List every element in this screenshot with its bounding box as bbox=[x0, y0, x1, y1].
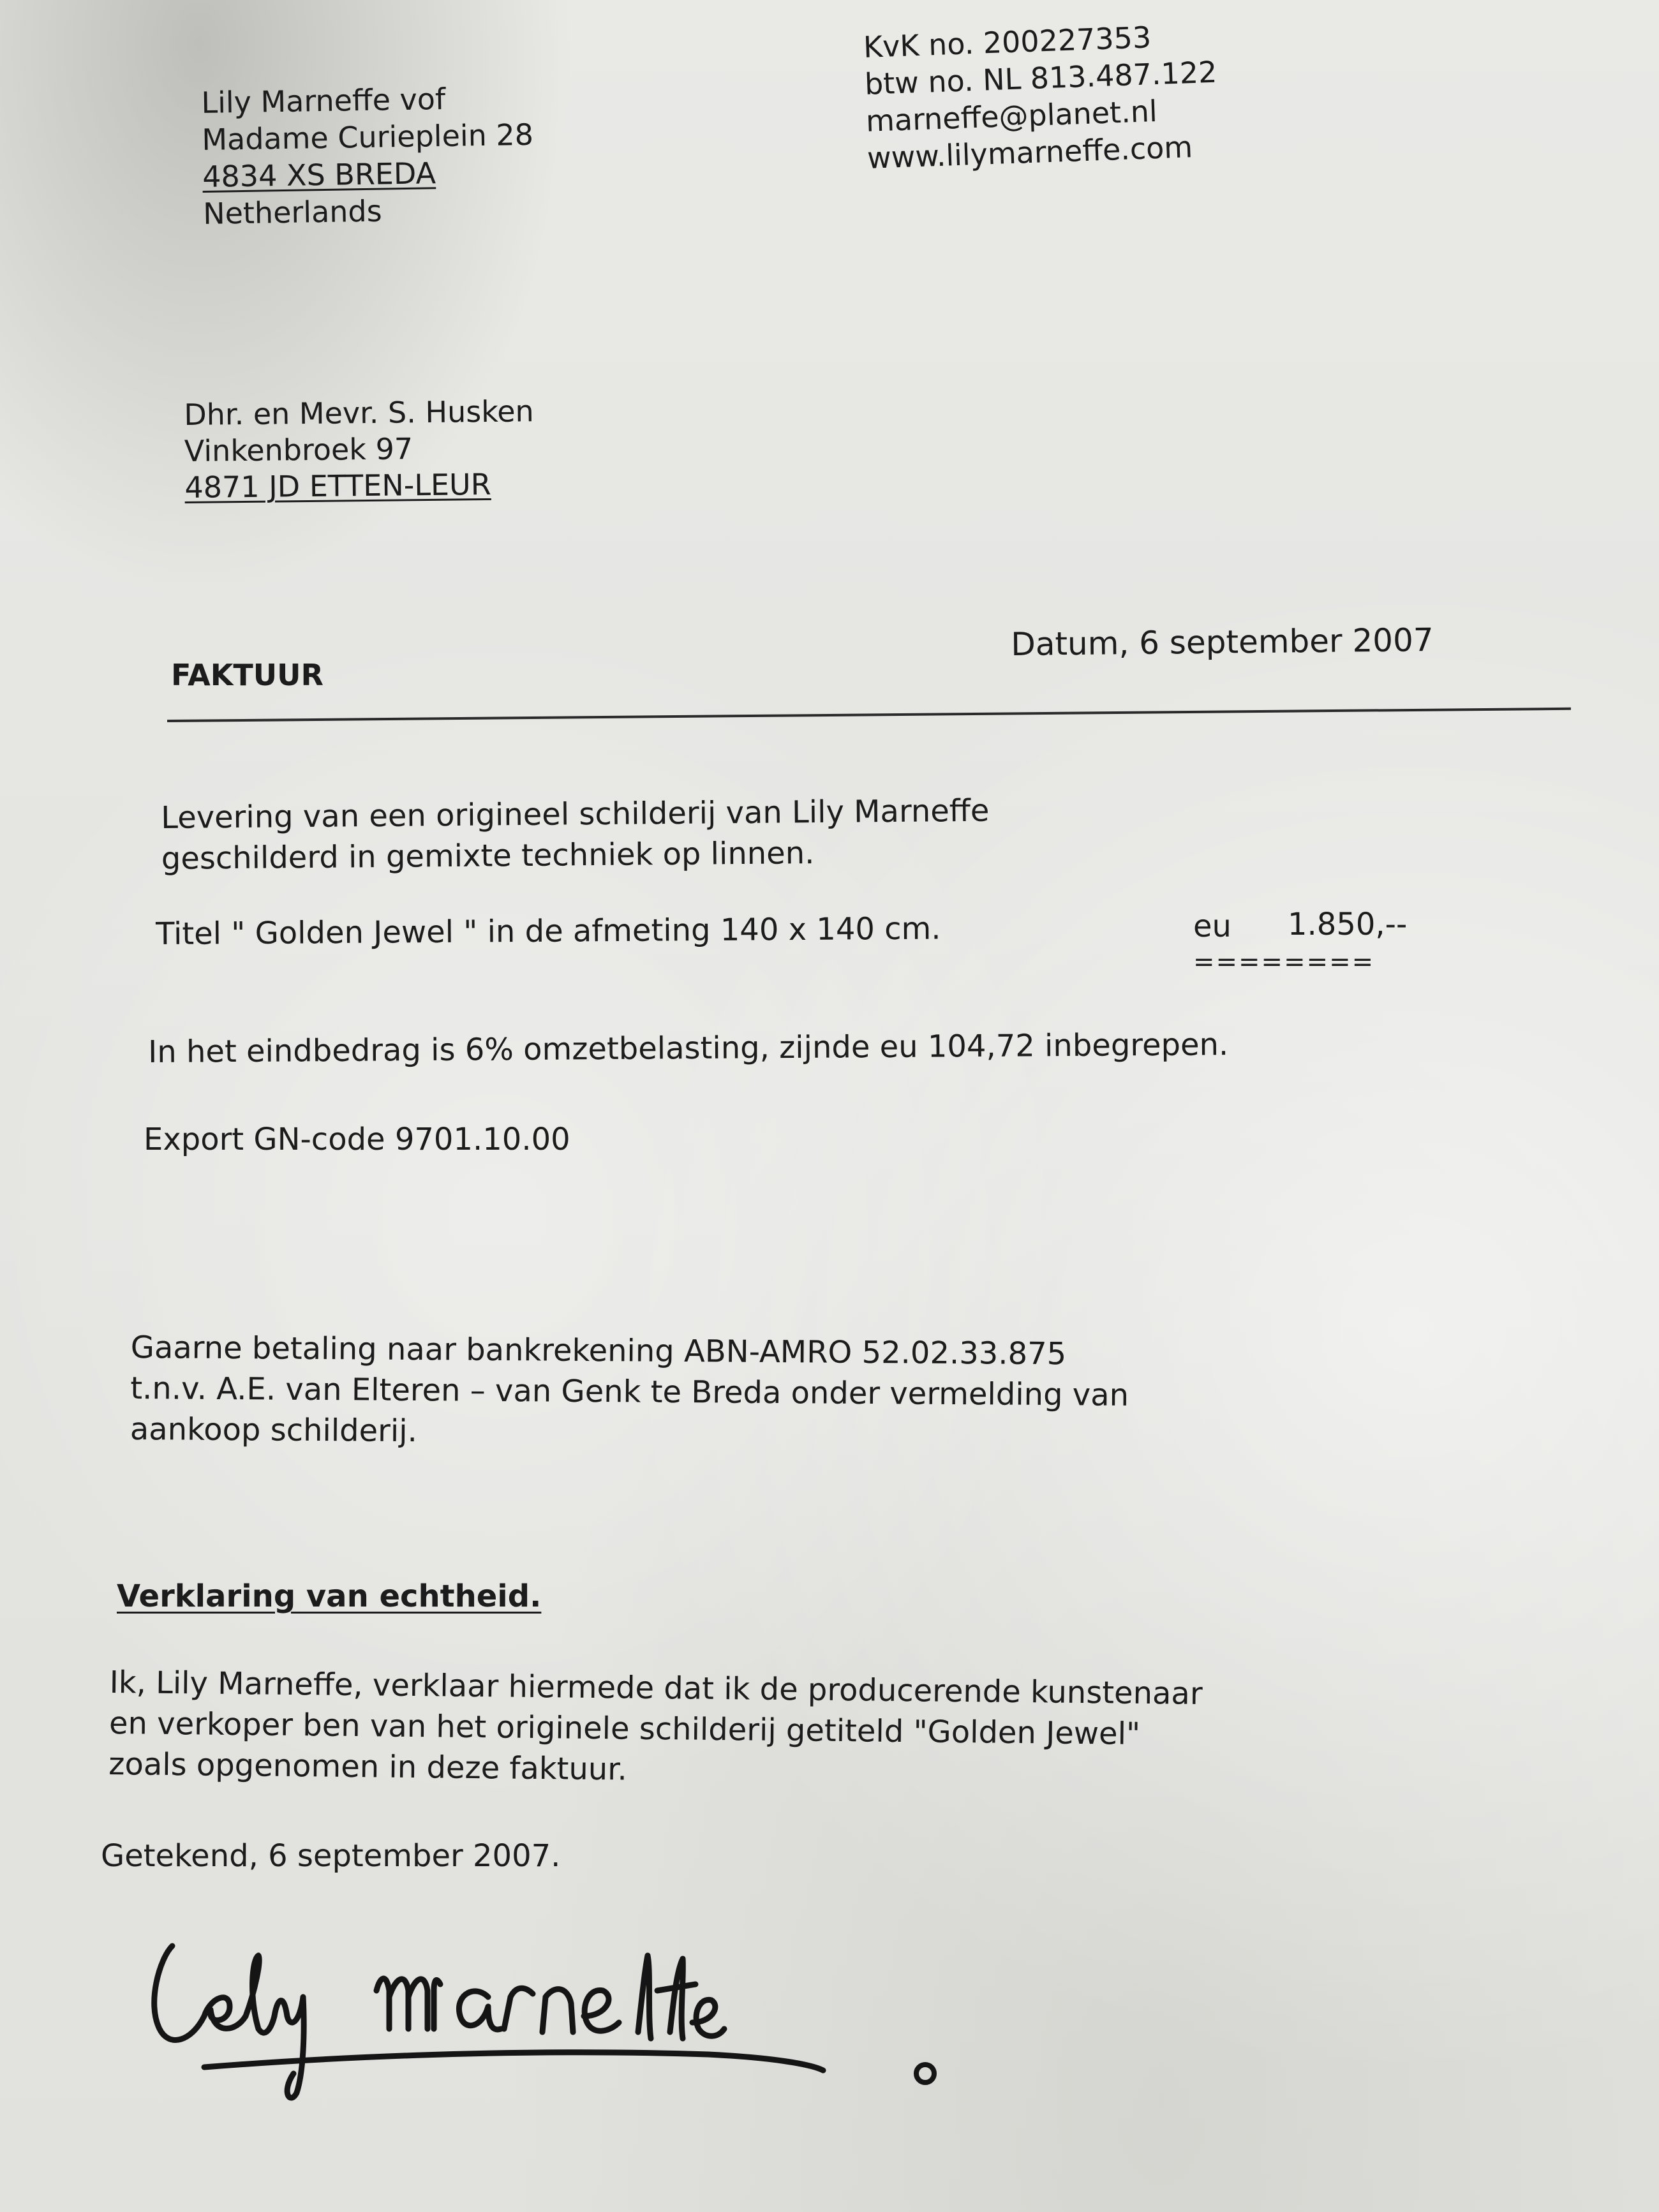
sender-name: Lily Marneffe vof bbox=[201, 81, 446, 120]
currency-label: eu bbox=[1193, 909, 1231, 944]
recipient-name: Dhr. en Mevr. S. Husken bbox=[184, 394, 534, 432]
sender-country: Netherlands bbox=[202, 193, 382, 231]
payment-line: t.n.v. A.E. van Elteren – van Genk te Breda onder vermelding van bbox=[130, 1370, 1129, 1413]
handwritten-signature bbox=[134, 1920, 963, 2131]
sender-address bbox=[201, 79, 535, 232]
description-line: Levering van een origineel schilderij van Lily Marneffe bbox=[161, 792, 990, 836]
vat-statement: In het eindbedrag is 6% omzetbelasting, zijnde eu 104,72 inbegrepen. bbox=[147, 1027, 1229, 1070]
statement-line: zoals opgenomen in deze faktuur. bbox=[108, 1746, 628, 1788]
website: www.lilymarneffe.com bbox=[867, 130, 1193, 175]
recipient-postcode-city: 4871 JD ETTEN-LEUR bbox=[184, 466, 491, 505]
sender-postcode-city: 4834 XS BREDA bbox=[202, 156, 436, 194]
signed-date: Getekend, 6 september 2007. bbox=[101, 1838, 561, 1874]
authenticity-heading: Verklaring van echtheid. bbox=[117, 1578, 542, 1614]
description-block bbox=[161, 791, 990, 879]
payment-instructions bbox=[130, 1327, 1129, 1457]
recipient-address bbox=[184, 393, 535, 506]
email-address: marneffe@planet.nl bbox=[865, 93, 1158, 138]
export-code: Export GN-code 9701.10.00 bbox=[144, 1122, 570, 1157]
header-divider bbox=[167, 708, 1571, 722]
payment-line: Gaarne betaling naar bankrekening ABN-AMRO 52.02.33.875 bbox=[130, 1330, 1067, 1372]
artwork-title-line: Titel " Golden Jewel " in de afmeting 140 x 140 cm. bbox=[155, 910, 941, 952]
kvk-number: KvK no. 200227353 bbox=[863, 20, 1152, 64]
payment-line: aankoop schilderij. bbox=[130, 1411, 418, 1450]
vat-number: btw no. NL 813.487.122 bbox=[864, 54, 1218, 101]
invoice-amount: 1.850,-- bbox=[1288, 907, 1408, 942]
invoice-date: Datum, 6 september 2007 bbox=[1010, 621, 1434, 663]
company-info bbox=[863, 17, 1220, 177]
total-double-rule: ======== bbox=[1193, 947, 1375, 977]
authenticity-statement bbox=[108, 1662, 1203, 1796]
description-line: geschilderd in gemixte techniek op linnen. bbox=[161, 835, 815, 877]
invoice-title: FAKTUUR bbox=[171, 658, 324, 692]
recipient-street: Vinkenbroek 97 bbox=[184, 431, 413, 468]
statement-line: en verkoper ben van het originele schilderij getiteld "Golden Jewel" bbox=[108, 1705, 1141, 1752]
sender-street: Madame Curieplein 28 bbox=[201, 117, 534, 157]
statement-line: Ik, Lily Marneffe, verklaar hiermede dat ik de producerende kunstenaar bbox=[109, 1664, 1203, 1712]
